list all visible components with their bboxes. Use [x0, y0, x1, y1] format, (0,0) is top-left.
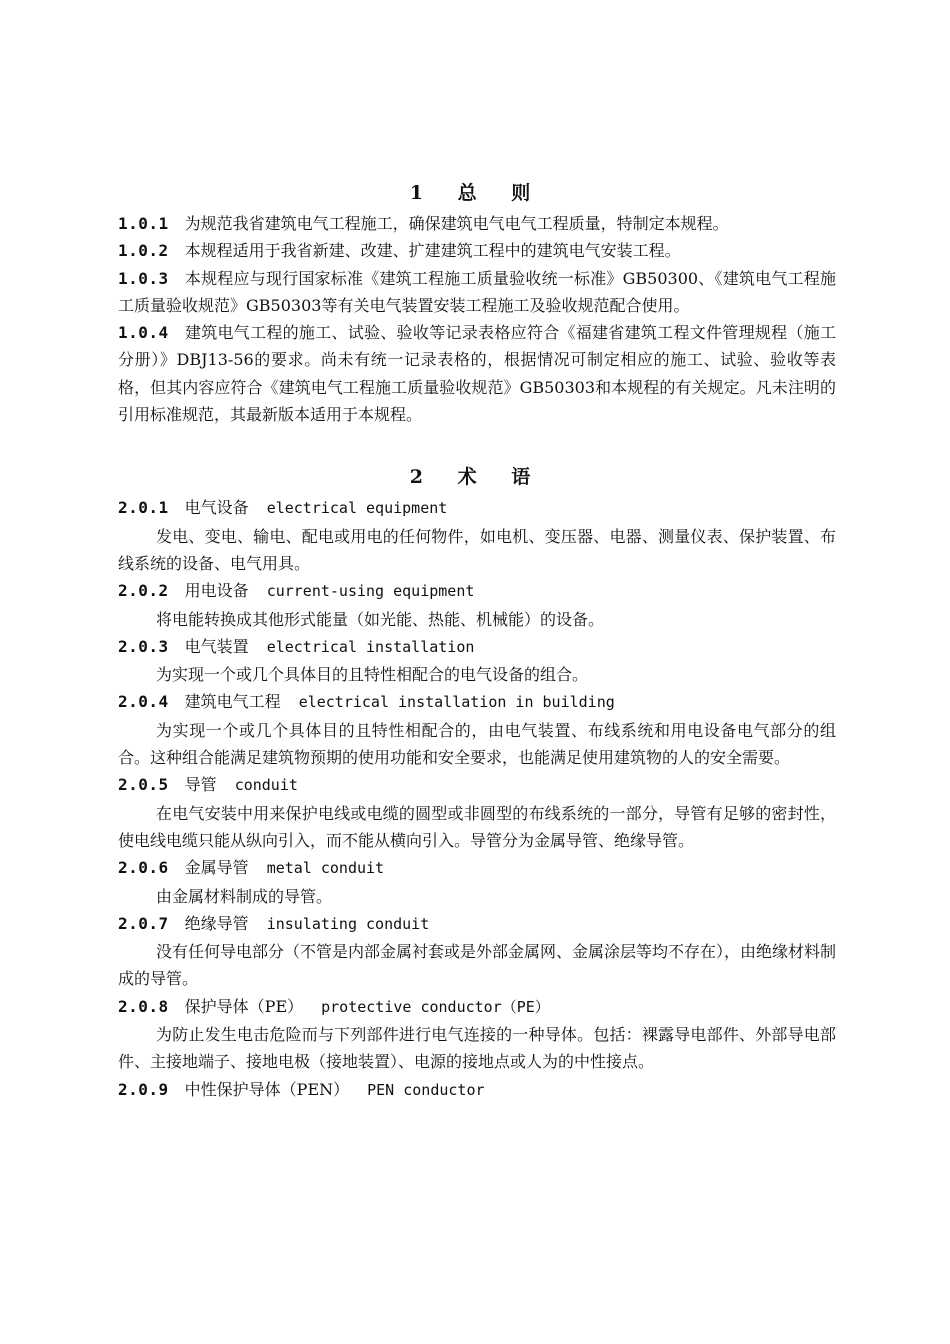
clause-text: 本规程应与现行国家标准《建筑工程施工质量验收统一标准》GB50300、《建筑电气工程施工质量验收规范》GB50303等有关电气装置安装工程施工及验收规范配合使用。	[118, 268, 836, 315]
clause-number: 1.0.2	[118, 241, 169, 261]
clause-1-0-3	[118, 265, 836, 320]
clause-1-0-4	[118, 319, 836, 428]
term-number: 2.0.2	[118, 581, 169, 601]
term-number: 2.0.6	[118, 858, 169, 878]
clause-text: 建筑电气工程的施工、试验、验收等记录表格应符合《福建省建筑工程文件管理规程（施工分册）》DBJ13-56的要求。尚未有统一记录表格的，根据情况可制定相应的施工、试验、验收等表格，但其内容应符合《建筑电气工程施工质量验收规范》GB50303和本规程的有关规定。凡未注明的引用标准规范，其最新版本适用于本规程。	[118, 323, 836, 425]
term-2-0-6	[118, 854, 836, 882]
term-number: 2.0.9	[118, 1079, 169, 1099]
section-title-terms: 2 术 语	[409, 466, 545, 489]
term-english: protective conductor（PE）	[321, 997, 550, 1016]
term-definition: 为实现一个或几个具体目的且特性相配合的电气设备的组合。	[156, 665, 589, 685]
term-english: electrical equipment	[266, 499, 448, 518]
term-2-0-3	[118, 633, 836, 661]
term-2-0-2	[118, 577, 836, 605]
term-2-0-8	[118, 993, 836, 1021]
document-page	[118, 176, 836, 1104]
term-chinese: 导管	[184, 775, 217, 795]
term-english: conduit	[234, 776, 298, 795]
term-chinese: 保护导体（PE）	[184, 996, 304, 1016]
term-2-0-7	[118, 910, 836, 938]
term-english: metal conduit	[266, 859, 385, 878]
term-number: 2.0.4	[118, 692, 169, 712]
term-chinese: 用电设备	[184, 581, 249, 601]
clause-number: 1.0.1	[118, 214, 169, 233]
term-number: 2.0.1	[118, 498, 169, 518]
clause-1-0-2	[118, 237, 836, 264]
term-number: 2.0.3	[118, 636, 169, 656]
term-english: electrical installation in building	[298, 693, 615, 712]
term-definition: 没有任何导电部分（不管是内部金属衬套或是外部金属网、金属涂层等均不存在），由绝缘材料制成的导管。	[118, 942, 837, 989]
term-chinese: 中性保护导体（PEN）	[184, 1079, 350, 1099]
term-definition: 将电能转换成其他形式能量（如光能、热能、机械能）的设备。	[156, 609, 605, 629]
term-chinese: 电气设备	[184, 498, 249, 518]
term-number: 2.0.8	[118, 996, 169, 1016]
term-2-0-9	[118, 1076, 836, 1104]
term-definition: 由金属材料制成的导管。	[156, 886, 333, 906]
clause-number: 1.0.3	[118, 268, 169, 288]
clause-text: 本规程适用于我省新建、改建、扩建建筑工程中的建筑电气安装工程。	[184, 241, 681, 261]
term-definition: 在电气安装中用来保护电线或电缆的圆型或非圆型的布线系统的一部分，导管有足够的密封性，使电线电缆只能从纵向引入，而不能从横向引入。导管分为金属导管、绝缘导管。	[118, 803, 836, 850]
term-chinese: 金属导管	[184, 858, 249, 878]
term-number: 2.0.7	[118, 913, 169, 933]
clause-text: 为规范我省建筑电气工程施工，确保建筑电气电气工程质量，特制定本规程。	[184, 214, 729, 233]
term-2-0-5	[118, 771, 836, 799]
term-english: PEN conductor	[367, 1080, 485, 1099]
term-2-0-1	[118, 494, 836, 522]
clause-1-0-1	[118, 210, 836, 237]
term-definition: 为防止发生电击危险而与下列部件进行电气连接的一种导体。包括：裸露导电部件、外部导电部件、主接地端子、接地电极（接地装置）、电源的接地点或人为的中性接点。	[118, 1025, 836, 1072]
term-chinese: 建筑电气工程	[184, 692, 281, 712]
term-english: current-using equipment	[266, 582, 475, 601]
term-english: insulating conduit	[266, 914, 430, 933]
term-number: 2.0.5	[118, 775, 169, 795]
term-chinese: 绝缘导管	[184, 913, 249, 933]
term-chinese: 电气装置	[184, 636, 249, 656]
section-title-general: 1 总 则	[409, 182, 545, 204]
term-english: electrical installation	[266, 637, 475, 656]
term-definition: 为实现一个或几个具体目的且特性相配合的，由电气装置、布线系统和用电设备电气部分的组合。这种组合能满足建筑物预期的使用功能和安全要求，也能满足使用建筑物的人的安全需要。	[118, 720, 836, 768]
term-definition: 发电、变电、输电、配电或用电的任何物件，如电机、变压器、电器、测量仪表、保护装置、布线系统的设备、电气用具。	[118, 526, 836, 573]
term-2-0-4	[118, 688, 836, 716]
clause-number: 1.0.4	[118, 323, 169, 343]
